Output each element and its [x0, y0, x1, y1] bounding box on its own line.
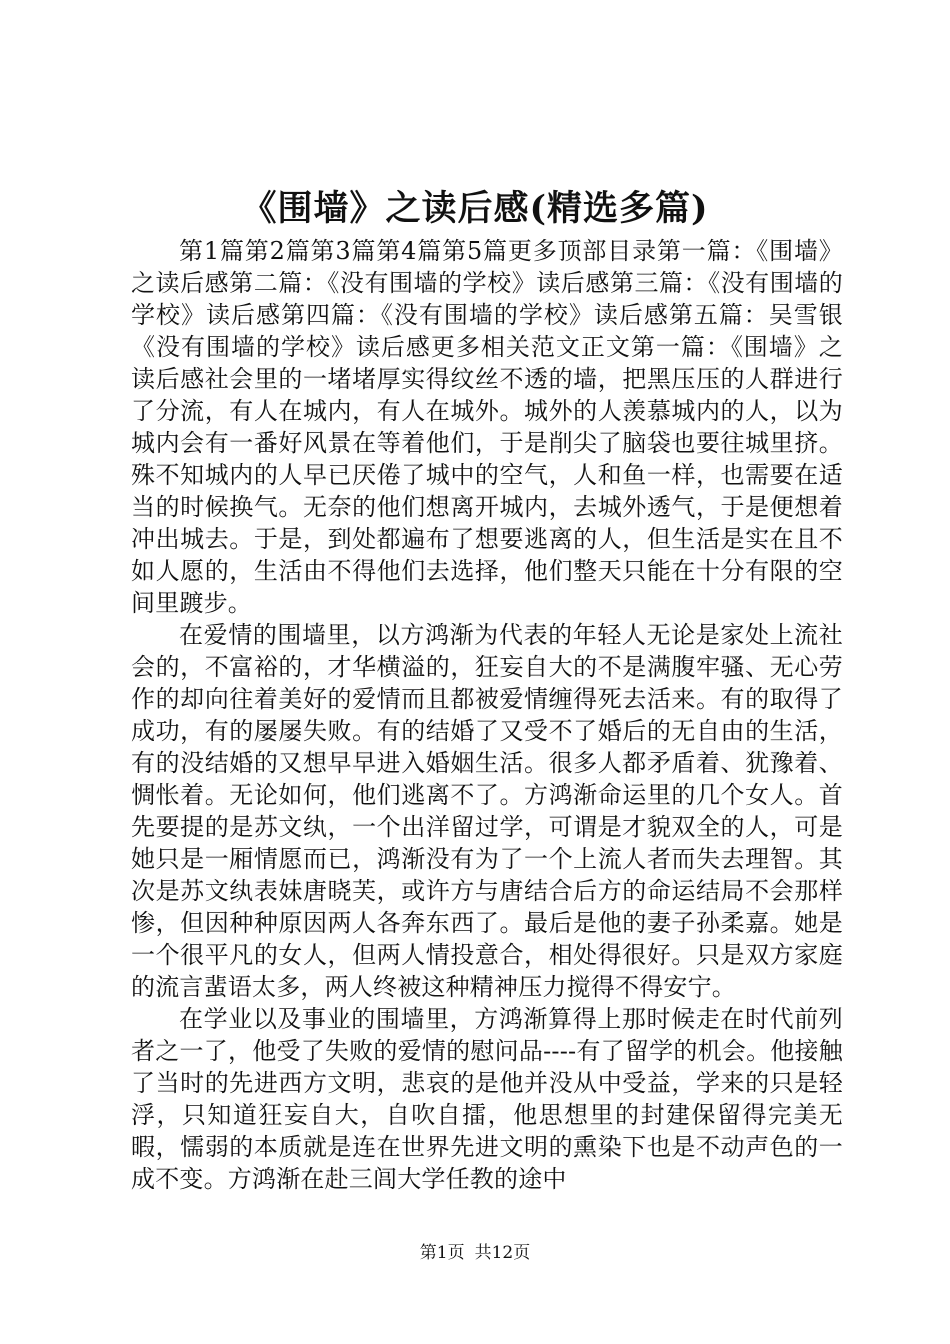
paragraph: 第1篇第2篇第3篇第4篇第5篇更多顶部目录第一篇：《围墙》之读后感第二篇：《没有围墙的学校》读后感第三篇：《没有围墙的学校》读后感第四篇：《没有围墙的学校》读后感第五篇：吴雪银《没有围墙的学校》读后感更多相关范文正文第一篇：《围墙》之读后感社会里的一堵堵厚实得纹丝不透的墙，把黑压压的人群进行了分流，有人在城内，有人在城外。城外的人羡慕城内的人，以为城内会有一番好风景在等着他们，于是削尖了脑袋也要往城里挤。殊不知城内的人早已厌倦了城中的空气，人和鱼一样，也需要在适当的时候换气。无奈的他们想离开城内，去城外透气，于是便想着冲出城去。于是，到处都遍布了想要逃离的人，但生活是实在且不如人愿的，生活由不得他们去选择，他们整天只能在十分有限的空间里踱步。: [131, 237, 843, 617]
paragraph: 在学业以及事业的围墙里，方鸿渐算得上那时候走在时代前列者之一了，他受了失败的爱情的慰问品----有了留学的机会。他接触了当时的先进西方文明，悲哀的是他并没从中受益，学来的只是轻浮，只知道狂妄自大，自吹自擂，他思想里的封建保留得完美无暇，懦弱的本质就是连在世界先进文明的熏染下也是不动声色的一成不变。方鸿渐在赴三闾大学任教的途中: [131, 1005, 843, 1193]
paragraph: 在爱情的围墙里，以方鸿渐为代表的年轻人无论是家处上流社会的，不富裕的，才华横溢的，狂妄自大的不是满腹牢骚、无心劳作的却向往着美好的爱情而且都被爱情缠得死去活来。有的取得了成功，有的屡屡失败。有的结婚了又受不了婚后的无自由的生活，有的没结婚的又想早早进入婚姻生活。很多人都矛盾着、犹豫着、惆怅着。无论如何，他们逃离不了。方鸿渐命运里的几个女人。首先要提的是苏文纨，一个出洋留过学，可谓是才貌双全的人，可是她只是一厢情愿而已，鸿渐没有为了一个上流人者而失去理智。其次是苏文纨表妹唐晓芙，或许方与唐结合后方的命运结局不会那样惨，但因种种原因两人各奔东西了。最后是他的妻子孙柔嘉。她是一个很平凡的女人，但两人情投意合，相处得很好。只是双方家庭的流言蜚语太多，两人终被这种精神压力搅得不得安宁。: [131, 621, 843, 1001]
page-total: 共12页: [474, 1243, 531, 1263]
document-body: [131, 235, 843, 1195]
document-title: 《围墙》之读后感(精选多篇): [241, 188, 709, 229]
page-footer: [0, 1241, 950, 1265]
page-number: 第1页: [419, 1243, 465, 1263]
